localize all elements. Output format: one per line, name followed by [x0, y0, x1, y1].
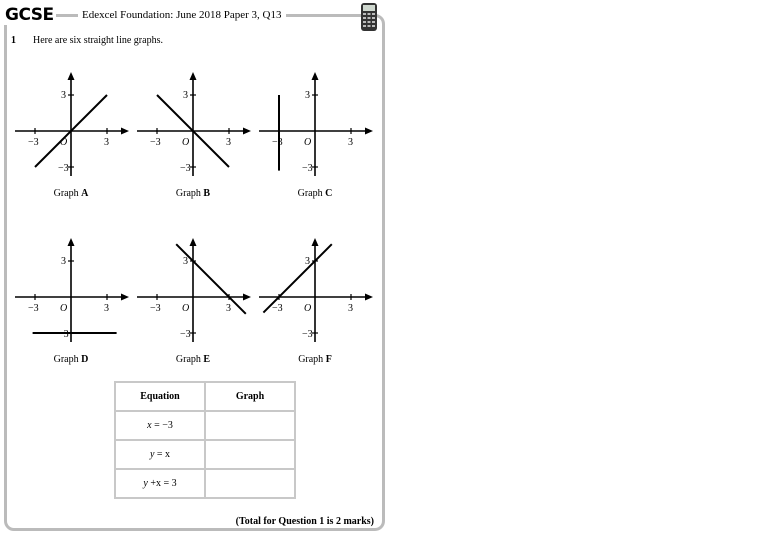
graph-d-caption: Graph D [53, 354, 89, 365]
y-axis-arrow [190, 72, 197, 80]
total-marks: (Total for Question 1 is 2 marks) [235, 516, 374, 527]
origin-label: O [304, 137, 312, 148]
graph-answer-cell[interactable] [205, 411, 295, 440]
x-axis-arrow [243, 294, 251, 301]
equation-header: Equation [115, 382, 205, 411]
x-axis-arrow [121, 294, 129, 301]
answer-table [114, 381, 296, 499]
y-tick-label-neg: −3 [58, 163, 69, 174]
y-tick-label-pos: 3 [183, 90, 188, 101]
x-tick-label-neg: −3 [150, 303, 161, 314]
graph-f-caption: Graph F [298, 354, 332, 365]
origin-label: O [60, 303, 68, 314]
y-axis-arrow [312, 238, 319, 246]
x-tick-label-pos: 3 [104, 303, 109, 314]
graph-e [133, 236, 253, 351]
coordinate-axes [133, 236, 253, 346]
y-tick-label-pos: 3 [183, 256, 188, 267]
gcse-badge: GCSE [5, 5, 54, 25]
x-axis-arrow [243, 128, 251, 135]
table-row [115, 440, 295, 469]
y-axis-arrow [312, 72, 319, 80]
graph-answer-cell[interactable] [205, 469, 295, 498]
x-tick-label-neg: −3 [272, 137, 283, 148]
equation-cell: y +x = 3 [115, 469, 205, 498]
graph-c [255, 70, 375, 185]
equation-cell: y = x [115, 440, 205, 469]
graph-line [263, 244, 331, 312]
graph-a-caption: Graph A [53, 188, 89, 199]
graph-e-caption: Graph E [175, 354, 211, 365]
table-row [115, 469, 295, 498]
y-tick-label-neg: −3 [302, 329, 313, 340]
origin-label: O [182, 137, 190, 148]
graph-b [133, 70, 253, 185]
x-axis-arrow [365, 128, 373, 135]
coordinate-axes [11, 236, 131, 346]
header-divider-left [56, 14, 74, 17]
graph-c-caption: Graph C [297, 188, 333, 199]
x-axis-arrow [365, 294, 373, 301]
x-tick-label-neg: −3 [28, 303, 39, 314]
y-tick-label-neg: −3 [302, 163, 313, 174]
origin-label: O [182, 303, 190, 314]
graph-header: Graph [205, 382, 295, 411]
graph-b-caption: Graph B [175, 188, 211, 199]
y-axis-arrow [68, 238, 75, 246]
origin-label: O [304, 303, 312, 314]
paper-source: Edexcel Foundation: June 2018 Paper 3, Q13 [78, 9, 286, 21]
graph-a [11, 70, 131, 185]
question-intro: Here are six straight line graphs. [33, 35, 163, 46]
header-divider-right [312, 14, 356, 17]
origin-label: O [60, 137, 68, 148]
x-tick-label-neg: −3 [272, 303, 283, 314]
x-tick-label-pos: 3 [226, 137, 231, 148]
question-number: 1 [11, 35, 16, 46]
y-tick-label-neg: −3 [180, 163, 191, 174]
x-tick-label-pos: 3 [226, 303, 231, 314]
table-row [115, 411, 295, 440]
x-tick-label-neg: −3 [28, 137, 39, 148]
coordinate-axes [255, 236, 375, 346]
y-tick-label-pos: 3 [305, 256, 310, 267]
y-tick-label-pos: 3 [305, 90, 310, 101]
x-tick-label-pos: 3 [104, 137, 109, 148]
coordinate-axes [11, 70, 131, 180]
y-axis-arrow [68, 72, 75, 80]
x-tick-label-pos: 3 [348, 137, 353, 148]
y-tick-label-pos: 3 [61, 256, 66, 267]
y-tick-label-pos: 3 [61, 90, 66, 101]
graph-f [255, 236, 375, 351]
y-tick-label-neg: −3 [180, 329, 191, 340]
y-tick-label-neg: −3 [58, 329, 69, 340]
coordinate-axes [255, 70, 375, 180]
graph-d [11, 236, 131, 351]
table-header-row [115, 382, 295, 411]
calculator-icon [360, 2, 378, 32]
graph-answer-cell[interactable] [205, 440, 295, 469]
x-axis-arrow [121, 128, 129, 135]
y-axis-arrow [190, 238, 197, 246]
coordinate-axes [133, 70, 253, 180]
x-tick-label-neg: −3 [150, 137, 161, 148]
equation-cell: x = −3 [115, 411, 205, 440]
x-tick-label-pos: 3 [348, 303, 353, 314]
